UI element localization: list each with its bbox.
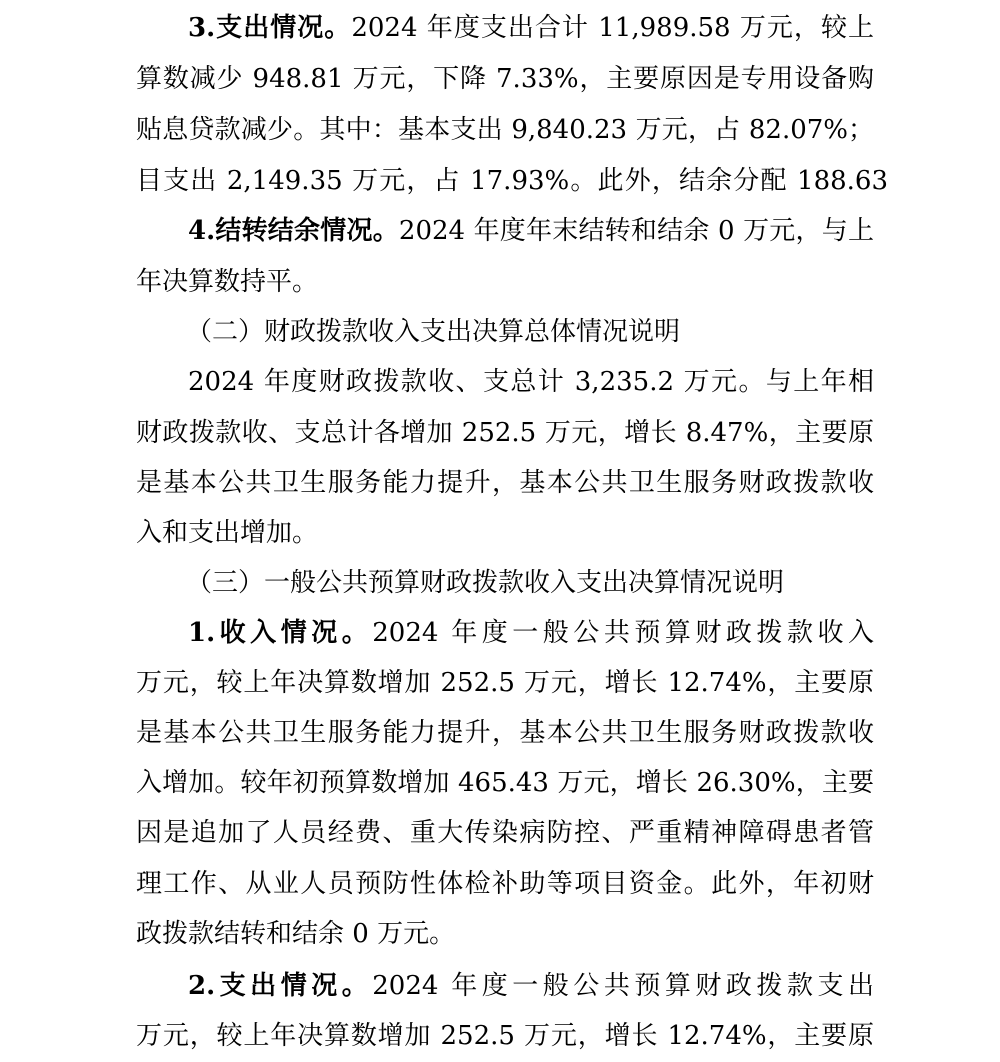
- paragraph-income-line-4: [0, 757, 1000, 809]
- paragraph-income-line-2: [0, 657, 1000, 709]
- paragraph-income-line-5: [0, 807, 1000, 859]
- paragraph-fiscal-line-3: [0, 457, 1000, 509]
- paragraph-fiscal-line-1: [0, 356, 1000, 408]
- income-lead: 1.收入情况。: [188, 618, 373, 648]
- paragraph-carryover-line-1: [0, 205, 1000, 257]
- paragraph-income-line-6: [0, 858, 1000, 910]
- expenditure-text-2: 算数减少 948.81 万元，下降 7.33%，主要原因是专用设备购: [136, 64, 874, 94]
- fiscal-text-3: 是基本公共卫生服务能力提升，基本公共卫生服务财政拨款收: [136, 468, 874, 498]
- expenditure-text-4: 目支出 2,149.35 万元，占 17.93%。此外，结余分配 188.63: [136, 166, 888, 196]
- income-text-7: 政拨款结转和结余 0 万元。: [136, 919, 456, 949]
- income-text-2: 万元，较上年决算数增加 252.5 万元，增长 12.74%，主要原: [136, 668, 874, 698]
- paragraph-carryover-line-2: [0, 256, 1000, 308]
- fiscal-text-2: 财政拨款收、支总计各增加 252.5 万元，增长 8.47%，主要原: [136, 418, 874, 448]
- paragraph-gp-expenditure-line-1: [0, 960, 1000, 1012]
- fiscal-text-4: 入和支出增加。: [136, 518, 319, 548]
- income-text-1: 2024 年度一般公共预算财政拨款收入: [372, 618, 874, 648]
- section-heading-2-text: （二）财政拨款收入支出决算总体情况说明: [186, 317, 681, 347]
- section-heading-3-text: （三）一般公共预算财政拨款收入支出决算情况说明: [186, 568, 785, 598]
- income-text-3: 是基本公共卫生服务能力提升，基本公共卫生服务财政拨款收: [136, 718, 874, 748]
- gp-expenditure-text-2: 万元，较上年决算数增加 252.5 万元，增长 12.74%，主要原: [136, 1021, 874, 1051]
- expenditure-text-3: 贴息贷款减少。其中：基本支出 9,840.23 万元，占 82.07%；: [136, 115, 874, 145]
- paragraph-income-line-7: [0, 908, 1000, 960]
- income-text-5: 因是追加了人员经费、重大传染病防控、严重精神障碍患者管: [136, 818, 874, 848]
- expenditure-text-1: 2024 年度支出合计 11,989.58 万元，较上: [351, 13, 874, 43]
- paragraph-fiscal-line-4: [0, 507, 1000, 559]
- fiscal-text-1: 2024 年度财政拨款收、支总计 3,235.2 万元。与上年相: [188, 367, 874, 397]
- paragraph-fiscal-line-2: [0, 407, 1000, 459]
- paragraph-expenditure-line-1: [0, 2, 1000, 54]
- paragraph-expenditure-line-4: [0, 155, 1000, 207]
- paragraph-expenditure-line-3: [0, 104, 1000, 156]
- paragraph-expenditure-line-2: [0, 53, 1000, 105]
- income-text-4: 入增加。较年初预算数增加 465.43 万元，增长 26.30%，主要: [136, 768, 874, 798]
- carryover-lead: 4.结转结余情况。: [188, 216, 399, 246]
- carryover-text-1: 2024 年度年末结转和结余 0 万元，与上: [398, 216, 874, 246]
- section-heading-3: [0, 557, 1000, 609]
- income-text-6: 理工作、从业人员预防性体检补助等项目资金。此外，年初财: [136, 869, 874, 899]
- section-heading-2: [0, 306, 1000, 358]
- paragraph-income-line-1: [0, 607, 1000, 659]
- paragraph-gp-expenditure-line-2: [0, 1010, 1000, 1062]
- carryover-text-2: 年决算数持平。: [136, 267, 319, 297]
- paragraph-income-line-3: [0, 707, 1000, 759]
- expenditure-lead: 3.支出情况。: [188, 13, 352, 43]
- gp-expenditure-lead: 2.支出情况。: [188, 971, 373, 1001]
- gp-expenditure-text-1: 2024 年度一般公共预算财政拨款支出: [372, 971, 874, 1001]
